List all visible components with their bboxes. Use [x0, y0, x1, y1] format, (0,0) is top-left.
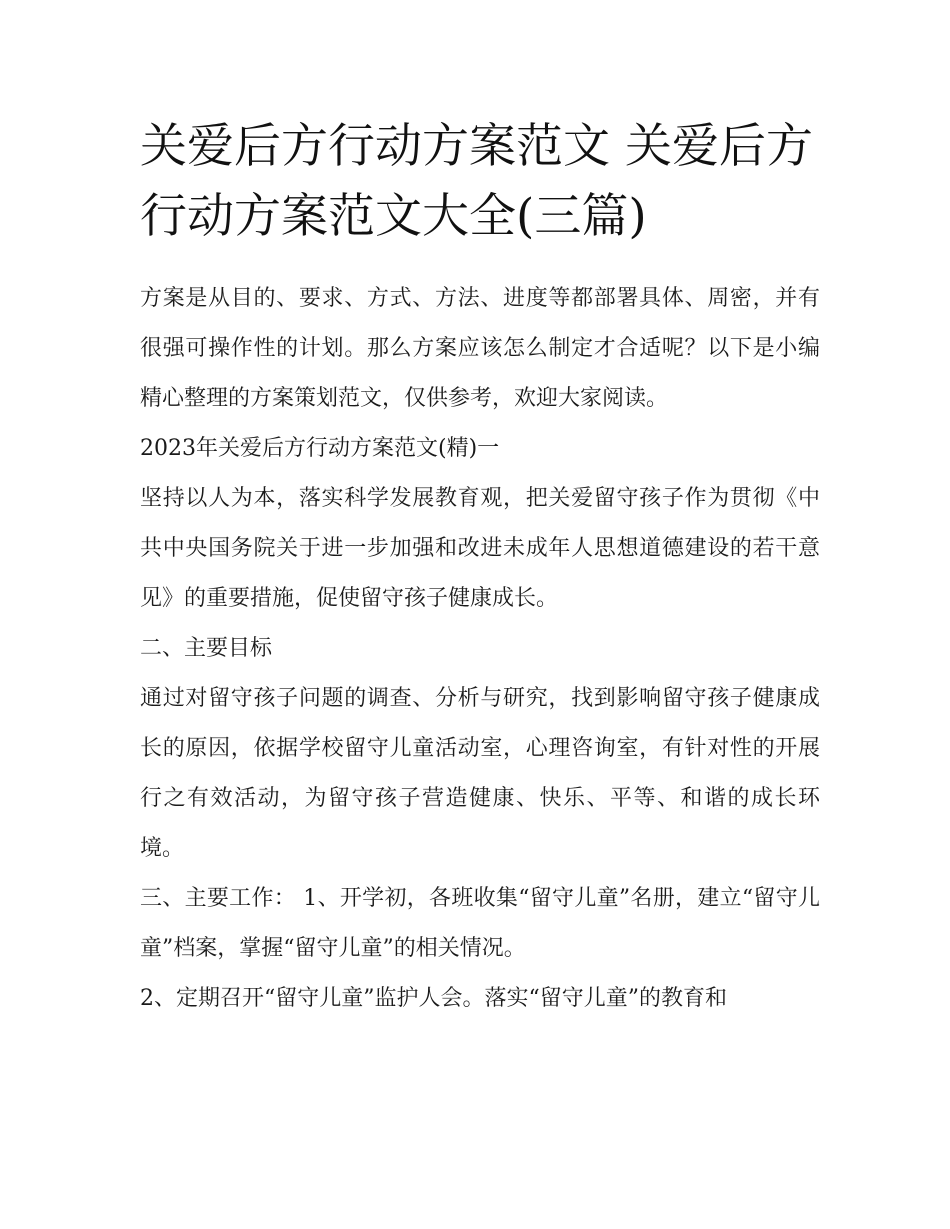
intro-paragraph: 方案是从目的、要求、方式、方法、进度等都部署具体、周密，并有很强可操作性的计划。那么方案应该怎么制定才合适呢？以下是小编精心整理的方案策划范文，仅供参考，欢迎大家阅读。 [140, 286, 820, 411]
body-paragraph: 通过对留守孩子问题的调查、分析与研究，找到影响留守孩子健康成长的原因，依据学校留守儿童活动室，心理咨询室，有针对性的开展行之有效活动，为留守孩子营造健康、快乐、平等、和谐的成长环境。 [140, 686, 820, 861]
body-paragraph: 坚持以人为本，落实科学发展教育观，把关爱留守孩子作为贯彻《中共中央国务院关于进一步加强和改进未成年人思想道德建设的若干意见》的重要措施，促使留守孩子健康成长。 [140, 486, 820, 611]
body-paragraph: 三、主要工作： 1、开学初，各班收集“留守儿童”名册，建立“留守儿童”档案，掌握“留守儿童”的相关情况。 [140, 886, 820, 961]
body-paragraph: 2、定期召开“留守儿童”监护人会。落实“留守儿童”的教育和 [140, 986, 727, 1011]
section-heading-2: 二、主要目标 [140, 636, 273, 661]
section-heading-1: 2023年关爱后方行动方案范文(精)一 [140, 436, 500, 461]
document-title: 关爱后方行动方案范文 关爱后方行动方案范文大全(三篇) [140, 119, 813, 244]
document-body [140, 112, 820, 1024]
